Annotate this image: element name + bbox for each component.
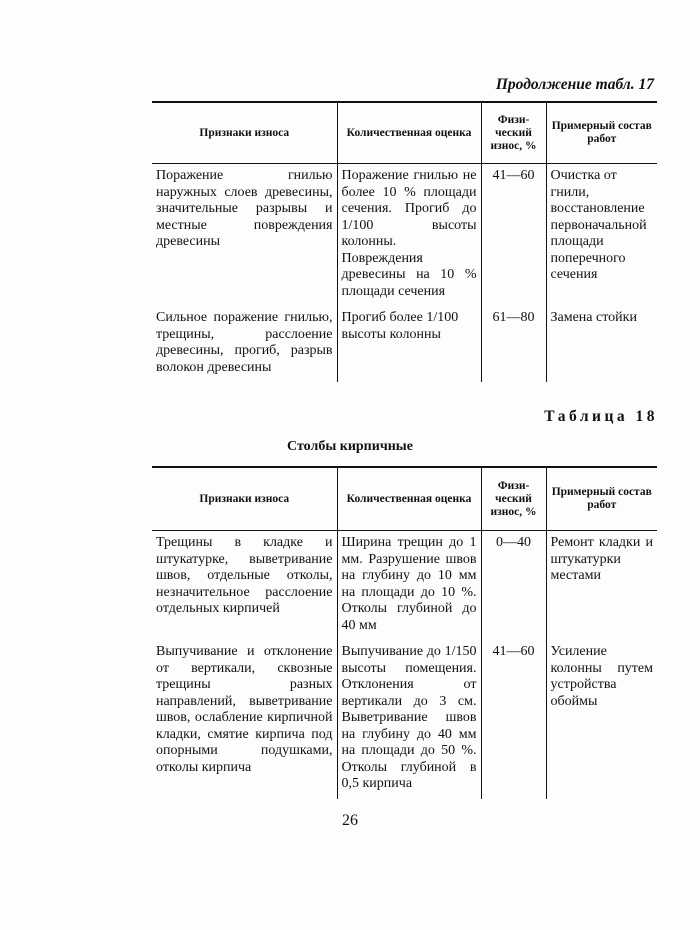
- cell-wear-signs: Сильное поражение гнилью, трещины, расслоение древесины, прогиб, разрыв волокон древесины: [156, 310, 333, 375]
- cell-works: Замена стойки: [546, 306, 657, 382]
- header-work-scope: Примерный состав работ: [546, 102, 657, 164]
- table-17: [152, 101, 657, 382]
- page-number: 26: [342, 812, 358, 829]
- header-quantitative-assessment: Количественная оценка: [337, 467, 481, 531]
- continuation-caption: Продолжение табл. 17: [495, 76, 654, 93]
- cell-works: Усиление колонны путем устройства обоймы: [546, 640, 657, 799]
- header-wear-signs: Признаки износа: [152, 467, 337, 531]
- cell-assessment: Поражение гнилью не более 10 % площади сечения. Прогиб до 1/100 высоты колонны. Повреждения древесины на 10 % площади сечения: [337, 164, 481, 307]
- table-18: [152, 466, 657, 799]
- cell-wear-percent: 61—80: [481, 306, 546, 382]
- cell-wear-percent: 0—40: [481, 531, 546, 641]
- table-18-label: Таблица 18: [544, 408, 658, 425]
- cell-wear-signs: Поражение гнилью наружных слоев древесины, значительные разрывы и местные повреждения древесины: [156, 168, 333, 249]
- cell-wear-signs: Выпучивание и отклонение от вертикали, сквозные трещины разных направлений, выветривание швов, ослабление кирпичной кладки, смятие кирпича под опорными подушками, отколы кирпича: [156, 644, 333, 775]
- table-header-row: [152, 467, 657, 531]
- table-18-title: Столбы кирпичные: [287, 439, 413, 454]
- header-quantitative-assessment: Количественная оценка: [337, 102, 481, 164]
- cell-wear-signs: Трещины в кладке и штукатурке, выветривание швов, отдельные отколы, незначительное расслоение отдельных кирпичей: [156, 535, 333, 616]
- table-row: [152, 640, 657, 799]
- header-work-scope: Примерный состав работ: [546, 467, 657, 531]
- header-wear-signs: Признаки износа: [152, 102, 337, 164]
- cell-assessment: Прогиб более 1/100 высоты колонны: [337, 306, 481, 382]
- header-physical-wear: Физи-ческий износ, %: [481, 102, 546, 164]
- table-row: [152, 164, 657, 307]
- header-physical-wear: Физи-ческий износ, %: [481, 467, 546, 531]
- cell-wear-percent: 41—60: [481, 640, 546, 799]
- cell-assessment: Выпучивание до 1/150 высоты помещения. Отклонения от вертикали до 3 см. Выветривание швов на глубину до 40 мм на площади до 50 %. Отколы глубиной в 0,5 кирпича: [337, 640, 481, 799]
- table-row: [152, 306, 657, 382]
- cell-assessment: Ширина трещин до 1 мм. Разрушение швов на глубину до 10 мм на площади до 10 %. Отколы глубиной до 40 мм: [337, 531, 481, 641]
- cell-works: Ремонт кладки и штукатурки местами: [546, 531, 657, 641]
- cell-works: Очистка от гнили, восстановление первоначальной площади поперечного сечения: [546, 164, 657, 307]
- cell-wear-percent: 41—60: [481, 164, 546, 307]
- table-header-row: [152, 102, 657, 164]
- table-row: [152, 531, 657, 641]
